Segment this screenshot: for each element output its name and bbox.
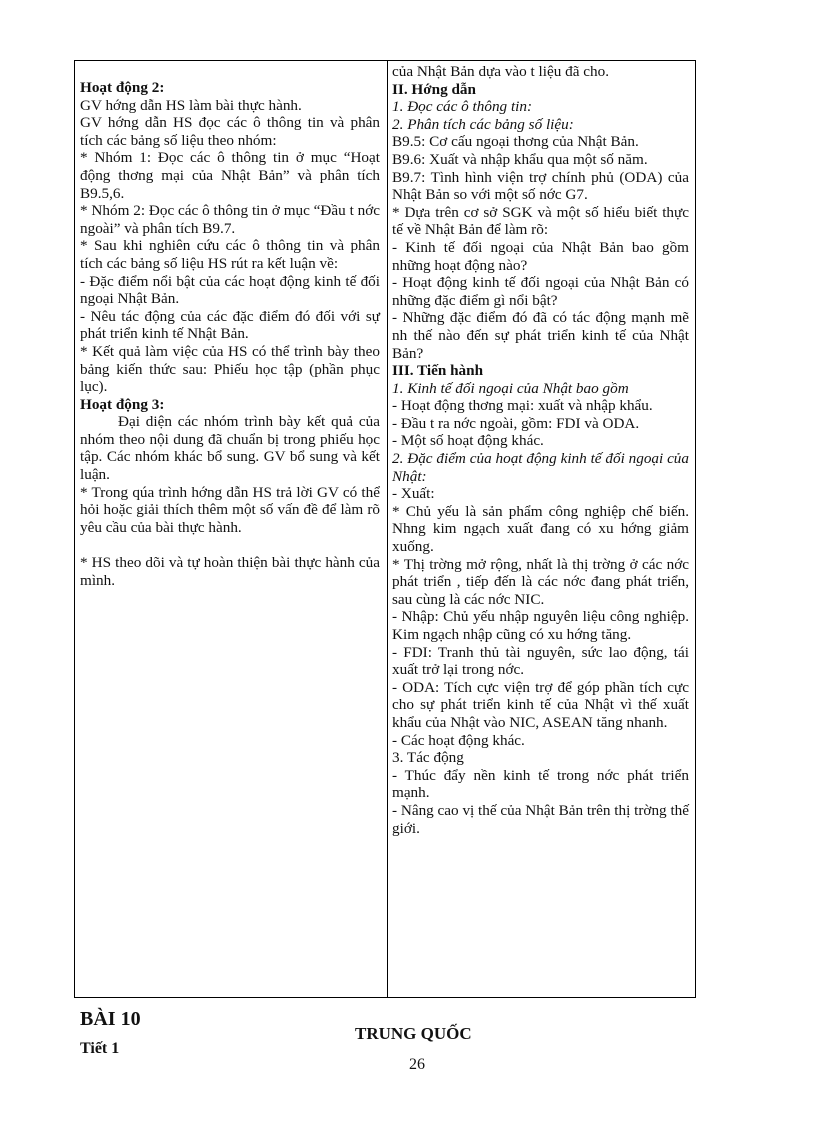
paragraph: * Chủ yếu là sản phẩm công nghiệp chế biến. Nhng kim ngạch xuất đang có xu hớng giảm xuống.	[392, 502, 689, 556]
paragraph: Hoạt động 3:	[80, 395, 165, 413]
paragraph: - Hoạt động thơng mại: xuất và nhập khẩu.	[392, 397, 653, 415]
paragraph: * Sau khi nghiên cứu các ô thông tin và phân tích các bảng số liệu HS rút ra kết luận về:	[80, 237, 380, 272]
paragraph: * Nhóm 1: Đọc các ô thông tin ở mục “Hoạt động thơng mại của Nhật Bản” và phân tích B9.5,6.	[80, 149, 380, 202]
paragraph	[80, 536, 380, 554]
paragraph: - ODA: Tích cực viện trợ để góp phần tích cực cho sự phát triển kinh tế của Nhật vì thế xuất khẩu của Nhật vào NIC, ASEAN tăng nhanh.	[392, 678, 689, 731]
paragraph: 1. Đọc các ô thông tin:	[392, 98, 533, 116]
paragraph: B9.5: Cơ cấu ngoại thơng của Nhật Bản.	[392, 133, 639, 151]
paragraph: * Thị trờng mở rộng, nhất là thị trờng ở các nớc phát triển , tiếp đến là các nớc đang phát triển, sau cùng là các nớc NIC.	[392, 555, 689, 608]
paragraph: - Những đặc điểm đó đã có tác động mạnh mẽ nh thế nào đến sự phát triển kinh tế của Nhật Bản?	[392, 309, 689, 362]
paragraph: 3. Tác động	[392, 749, 464, 767]
lesson-table	[74, 60, 696, 998]
paragraph: - Hoạt động kinh tế đối ngoại của Nhật Bản có những đặc điểm gì nổi bật?	[392, 274, 689, 309]
paragraph: II. Hớng dẫn	[392, 80, 476, 98]
right-column	[392, 63, 689, 837]
paragraph: 1. Kinh tế đối ngoại của Nhật bao gồm	[392, 379, 629, 397]
paragraph: 2. Phân tích các bảng số liệu:	[392, 115, 574, 133]
paragraph: * HS theo dõi và tự hoàn thiện bài thực hành của mình.	[80, 554, 380, 589]
paragraph: GV hớng dẫn HS làm bài thực hành.	[80, 96, 302, 114]
paragraph: - Nâng cao vị thế của Nhật Bản trên thị trờng thế giới.	[392, 801, 689, 837]
paragraph: B9.6: Xuất và nhập khẩu qua một số năm.	[392, 150, 648, 168]
paragraph: - Xuất:	[392, 485, 435, 503]
paragraph: - Thúc đẩy nền kinh tế trong nớc phát triển mạnh.	[392, 766, 689, 802]
paragraph: - Kinh tế đối ngoại của Nhật Bản bao gồm những hoạt động nào?	[392, 238, 689, 274]
paragraph: - Đầu t ra nớc ngoài, gồm: FDI và ODA.	[392, 414, 640, 432]
lesson-heading: BÀI 10	[80, 1008, 141, 1030]
paragraph: - FDI: Tranh thủ tài nguyên, sức lao động, tái xuất trở lại trong nớc.	[392, 643, 689, 679]
paragraph: B9.7: Tình hình viện trợ chính phủ (ODA) của Nhật Bản so với một số nớc G7.	[392, 168, 689, 204]
paragraph: * Nhóm 2: Đọc các ô thông tin ở mục “Đầu t nớc ngoài” và phân tích B9.7.	[80, 202, 380, 237]
paragraph: * Trong qúa trình hớng dẫn HS trả lời GV có thể hỏi hoặc giải thích thêm một số vấn đề để làm rõ yêu cầu của bài thực hành.	[80, 483, 380, 536]
paragraph: của Nhật Bản dựa vào t liệu đã cho.	[392, 63, 609, 80]
column-divider	[387, 61, 388, 997]
paragraph: * Kết quả làm việc của HS có thể trình bày theo bảng kiến thức sau: Phiếu học tập (phần phục lục).	[80, 342, 380, 396]
paragraph: - Nhập: Chủ yếu nhập nguyên liệu công nghiệp. Kim ngạch nhập cũng có xu hớng tăng.	[392, 608, 689, 643]
paragraph: Hoạt động 2:	[80, 79, 165, 96]
period-label: Tiết 1	[80, 1040, 120, 1057]
paragraph: - Nêu tác động của các đặc điểm đó đối với sự phát triển kinh tế Nhật Bản.	[80, 307, 380, 343]
left-column	[80, 79, 380, 589]
paragraph: - Một số hoạt động khác.	[392, 432, 544, 450]
paragraph: III. Tiến hành	[392, 362, 484, 380]
paragraph: - Các hoạt động khác.	[392, 731, 525, 749]
lesson-title: TRUNG QUỐC	[355, 1024, 472, 1043]
paragraph: * Dựa trên cơ sở SGK và một số hiểu biết thực tế về Nhật Bản để làm rõ:	[392, 203, 689, 239]
page-number: 26	[409, 1056, 425, 1073]
paragraph: - Đặc điểm nổi bật của các hoạt động kinh tế đối ngoại Nhật Bản.	[80, 272, 380, 308]
paragraph: GV hớng dẫn HS đọc các ô thông tin và phân tích các bảng số liệu theo nhóm:	[80, 114, 380, 149]
paragraph: 2. Đặc điểm của hoạt động kinh tế đối ngoại của Nhật:	[392, 450, 689, 485]
paragraph: Đại diện các nhóm trình bày kết quả của nhóm theo nội dung đã chuẩn bị trong phiếu học tập. Các nhóm khác bổ sung. GV bổ sung và kết luận.	[80, 413, 380, 484]
